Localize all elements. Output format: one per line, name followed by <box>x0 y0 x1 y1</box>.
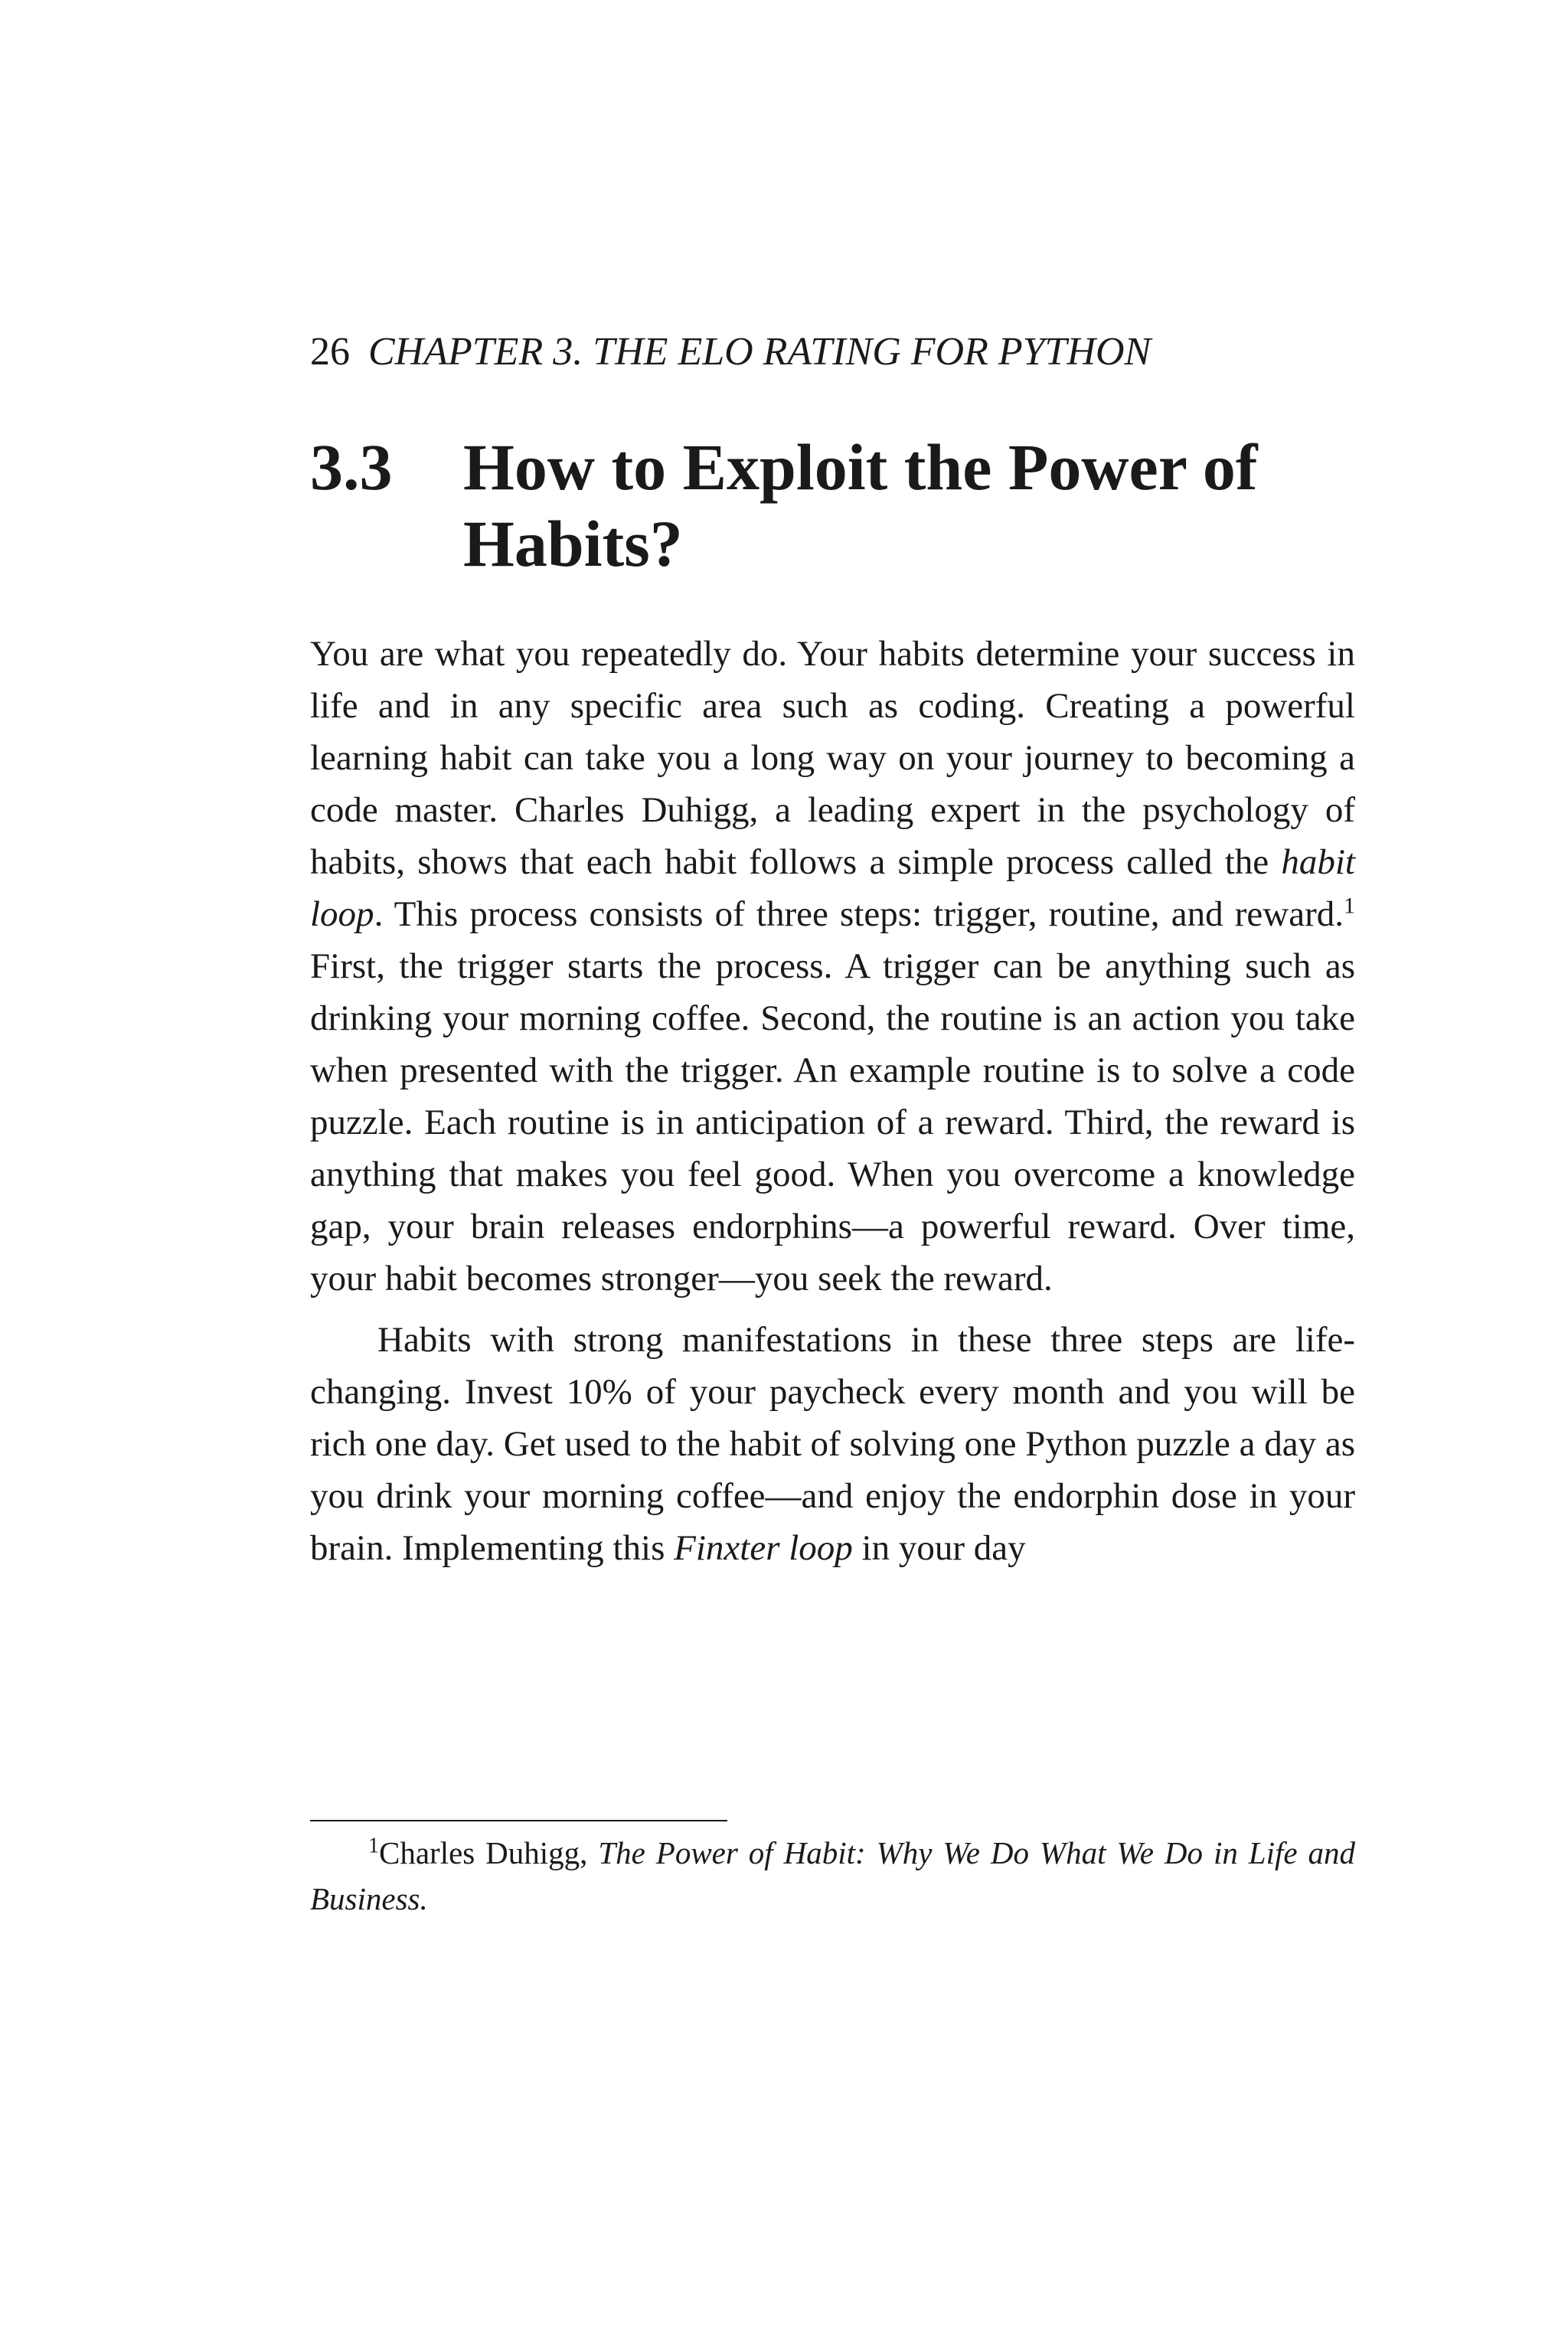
footnote-book-title: The Power of Habit: Why We Do What We Do in Life and Business. <box>310 1835 1355 1916</box>
footnote-author: Charles Duhigg, <box>379 1835 599 1870</box>
footnote-marker: 1 <box>368 1834 379 1858</box>
paragraph-1-text-a: You are what you repeatedly do. Your habits determine your success in life and in any specific area such as coding. Creating a powerful learning habit can take you a long way on your journey to becoming a code master. Charles Duhigg, a leading expert in the psychology of habits, shows that each habit follows a simple process called the <box>310 634 1355 882</box>
footnote-reference[interactable]: 1 <box>1344 893 1355 919</box>
page-number: 26 <box>310 330 350 374</box>
paragraph-2-text-a: Habits with strong manifestations in these three steps are life-changing. Invest 10% of your paycheck every month and you will be rich one day. Get used to the habit of solving one Python puzzle a day as you drink your morning coffee—and enjoy the endorphin dose in your brain. Implementing this <box>310 1320 1355 1568</box>
paragraph-1-text-c: First, the trigger starts the process. A trigger can be anything such as drinking your morning coffee. Second, the routine is an action you take when presented with the trigger. An example routine is to solve a code puzzle. Each routine is in anticipation of a reward. Third, the reward is anything that makes you feel good. When you overcome a knowledge gap, your brain releases endorphins—a powerful reward. Over time, your habit becomes stronger—you seek the reward. <box>310 946 1355 1298</box>
running-head <box>310 329 1359 375</box>
paragraph-1-text-b: . This process consists of three steps: trigger, routine, and reward. <box>374 894 1344 934</box>
section-title: How to Exploit the Power of Habits? <box>463 430 1258 580</box>
section-heading <box>310 429 1374 582</box>
paragraph-2 <box>310 1314 1355 1574</box>
body-text <box>310 628 1355 1574</box>
chapter-title: CHAPTER 3. THE ELO RATING FOR PYTHON <box>368 330 1152 374</box>
paragraph-1 <box>310 628 1355 1305</box>
finxter-loop-term: Finxter loop <box>674 1528 853 1568</box>
footnote <box>310 1830 1355 1922</box>
paragraph-2-text-b: in your day <box>852 1528 1026 1568</box>
footnote-divider <box>310 1820 727 1821</box>
section-number: 3.3 <box>310 430 393 504</box>
habit-loop-term: habit loop <box>310 842 1355 934</box>
